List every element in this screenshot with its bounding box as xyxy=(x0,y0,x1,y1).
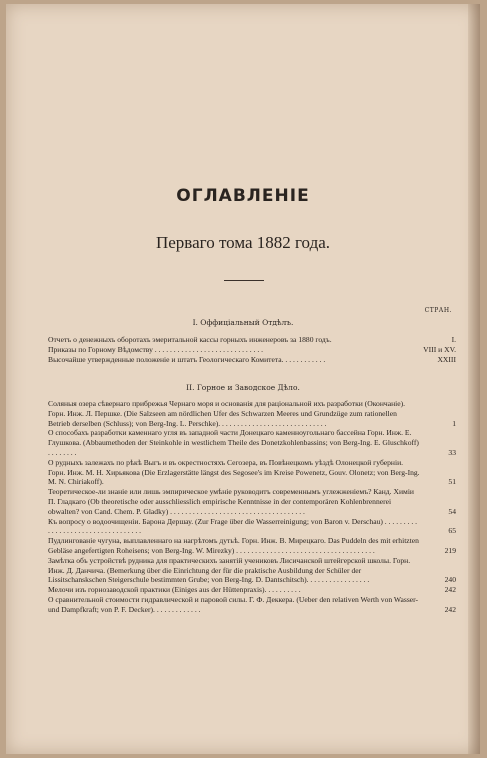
toc-entry-text: О сравнительной стоимости гидравлической и паровой силы. Г. Ф. Деккера. (Ueber den relativen Werth von Wasser-und Dampfkraft; von P. F. Decker). . . . . . . . . . . . . xyxy=(48,594,419,614)
toc-entry-page: 51 xyxy=(448,477,456,487)
toc-entry-text: Соляныя озера сѣвернаго прибрежья Чернаго моря и основанiя для рацiональной ихъ разработки (Окончанiе). Горн. Инж. Л. Першке. (Die Salzseen am nördlichen Ufer des Schwarzen Meeres und Grundzüge zum rationellen Betrieb derselben (Schluss); von Berg-Ing. L. Perschke). . . . . . . . . . . . . . . . . . . . . . . . . . . . . xyxy=(48,399,406,428)
toc-entry-page: 65 xyxy=(448,526,456,536)
page-column-label: СТРАН. xyxy=(424,307,452,314)
toc-entry xyxy=(48,536,456,556)
toc-entry-page: 242 xyxy=(444,604,456,614)
toc-entry-page: 240 xyxy=(444,575,456,585)
section-heading-mining: II. Горное и Заводское Дѣло. xyxy=(186,383,300,392)
document-title: ОГЛАВЛЕНIЕ xyxy=(176,186,310,206)
toc-entry-page: I. xyxy=(451,335,456,344)
toc-entry-page: 33 xyxy=(448,447,456,457)
toc-entry-page: 1 xyxy=(452,418,456,428)
section-heading-official: I. Оффицiальный Отдѣлъ. xyxy=(192,318,294,327)
toc-entry-text: Пудлингованiе чугуна, выплавленнаго на нагрѣтомъ дутьѣ. Горн. Инж. В. Мирецкаго. Das Puddeln des mit erhitzten Gebläse angefertigten Roheisens; von Berg-Ing. W. Mirezky) . . . . . . . . . . . . . . . . . . . . . . . . . . . . . . . . . . . . . xyxy=(48,536,419,555)
document-page xyxy=(6,4,480,754)
toc-entry-text: Замѣтка объ устройствѣ рудника для практическихъ занятiй учениковъ Лисичанской штейгерской школы. Горн. Инж. Д. Данчича. (Bemerkung über die Einrichtung der für die praktische Ausbildung der Schüler der Lissitschanskschen Steigerschule bestimmten Grube; von Berg-Ing. D. Dantschitsch). . . . . . . . . . . . . . . . . xyxy=(48,555,411,585)
toc-entry-page: 54 xyxy=(448,506,456,516)
toc-entry-text: О рудныхъ залежахъ по рѣкѣ Выгъ и въ окрестностяхъ Сегозера, въ Повѣнецкомъ уѣздѣ Олонецкой губернiи. Горн. Инж. М. Н. Хирьякова (Die Erzlagerstätte längst des Segosee's im Kreise Powenetz, Gouv. Olonetz; von Berg-Ing. M. N. Chiriakoff). xyxy=(48,457,420,487)
toc-entry xyxy=(48,487,456,516)
toc-entry xyxy=(48,585,456,595)
title-divider xyxy=(224,280,264,281)
toc-entry xyxy=(48,345,456,355)
toc-entry-text: Высочайше утвержденные положенiе и штатъ Геологическаго Комитета. . . . . . . . . . . . xyxy=(48,354,326,364)
page-edge-shadow xyxy=(468,4,480,754)
toc-entry xyxy=(48,335,456,345)
toc-entry-page: 242 xyxy=(444,585,456,595)
toc-entry-page: XXIII xyxy=(437,354,456,364)
toc-list-official xyxy=(48,335,456,364)
toc-entry xyxy=(48,517,456,537)
toc-entry-text: О способахъ разработки каменнаго угля въ западной части Донецкаго каменноугольнаго бассейна Горн. Инж. Е. Глушкова. (Abbaumethoden der Steinkohle in westlichem Theile des Donetzkohlenbassins; von Berg-Ing. E. Gluschkoff) . . . . . . . . xyxy=(48,428,419,457)
toc-entry-text: Къ вопросу о водоочищенiи. Барона Дершау. (Zur Frage über die Wasserreinigung; von Baron v. Derschau) . . . . . . . . . . . . . . . . . . . . . . . . . . . . . . . . . . xyxy=(48,516,418,536)
toc-entry-page: 219 xyxy=(444,545,456,555)
toc-entry-text: Отчетъ о денежныхъ оборотахъ эмеритальной кассы горныхъ инженеровъ за 1880 годъ. xyxy=(48,335,332,344)
toc-entry xyxy=(48,458,456,487)
toc-entry-text: Мелочи изъ горнозаводской практики (Einiges aus der Hüttenpraxis). . . . . . . . . . xyxy=(48,585,301,595)
toc-entry xyxy=(48,428,456,457)
document-subtitle: Перваго тома 1882 года. xyxy=(155,233,331,252)
toc-entry xyxy=(48,595,456,615)
toc-entry xyxy=(48,556,456,585)
toc-entry-text: Приказы по Горному Вѣдомству . . . . . . . . . . . . . . . . . . . . . . . . . . . . . xyxy=(48,344,264,354)
toc-entry-text: Теоретическое-ли знанiе или лишь эмпирическое умѣнiе руководитъ современнымъ углежженiемъ? Канд. Химiи П. Гладкаго (Ob theoretische oder ausschliesslich empirische Kenntnisse in der contemporären Kohlenbrennerei obwalten? von Cand. Chem. P. Gladky) . . . . . . . . . . . . . . . . . . . . . . . . . . . . . . . . . . . . xyxy=(48,487,414,516)
toc-entry xyxy=(48,355,456,365)
toc-entry xyxy=(48,399,456,428)
toc-list-mining xyxy=(48,399,456,615)
toc-entry-page: VIII и XV. xyxy=(423,344,456,354)
